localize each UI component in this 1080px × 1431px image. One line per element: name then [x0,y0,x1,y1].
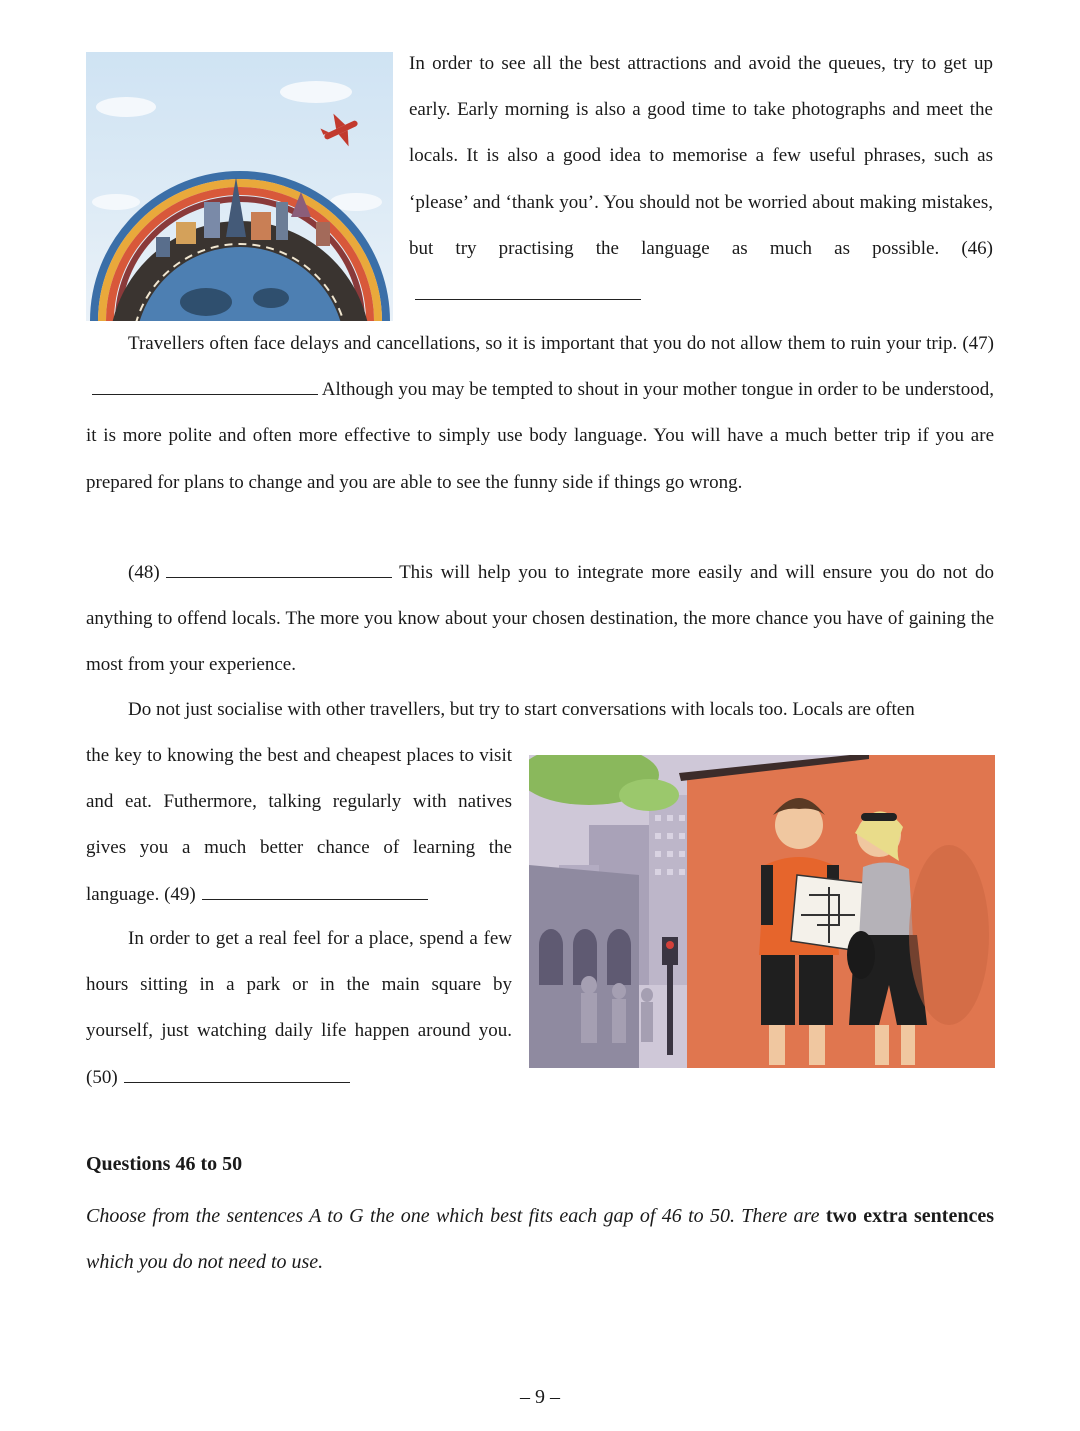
globe-landmarks-illustration [86,52,393,321]
gap-48-blank[interactable] [166,555,392,578]
paragraph-4-continued [86,733,512,918]
gap-50-blank[interactable] [124,1060,350,1083]
paragraph-3-text: This will help you to integrate more easily and will ensure you do not do anything to offend locals. The more you know about your chosen destination, the more chance you have of gaining the most from your experience. [86,562,994,676]
gap-49-blank[interactable] [202,877,428,900]
page-number: – 9 – [520,1386,560,1408]
questions-heading: Questions 46 to 50 [86,1153,243,1175]
gap-49-label: (49) [164,883,196,905]
paragraph-1 [409,41,993,318]
paragraph-1-text: In order to see all the best attractions and avoid the queues, try to get up early. Early morning is also a good time to take photographs and meet the locals. It is also a good idea to memorise a few useful phrases, such as ‘please’ and ‘thank you’. You should not be worried about making mistakes, but try practising the language as much as possible. [409,53,993,259]
paragraph-4-text: the key to knowing the best and cheapest places to visit and eat. Futhermore, talking regularly with natives gives you a much better chance of learning the language. [86,745,512,905]
paragraph-5 [86,916,512,1101]
gap-50-label: (50) [86,1066,118,1088]
instruction-text-1: Choose from the sentences A to G the one which best fits each gap of 46 to 50. There are [86,1205,820,1227]
gap-46-label: (46) [961,237,994,259]
questions-instruction [86,1193,994,1285]
gap-46-blank[interactable] [415,277,641,300]
paragraph-2 [86,321,994,506]
paragraph-2-text-before: Travellers often face delays and cancellations, so it is important that you do not allow them to ruin your trip. [128,333,958,354]
paragraph-3 [86,550,994,689]
paragraph-5-text: In order to get a real feel for a place, spend a few hours sitting in a park or in the main square by yourself, just watching daily life happen around you. [86,928,512,1042]
gap-47-label: (47) [962,333,995,354]
instruction-bold-text: two extra sentences [825,1205,995,1227]
travellers-map-illustration [529,755,995,1068]
paragraph-2-text-after: Although you may be tempted to shout in your mother tongue in order to be understood, it is more polite and often more effective to simply use body language. You will have a much better trip if you are prepared for plans to change and you are able to see the funny side if things go wrong. [86,379,995,493]
gap-48-label: (48) [128,562,160,583]
paragraph-4-first-line-text: Do not just socialise with other travellers, but try to start conversations with locals too. Locals are often [128,699,915,720]
instruction-text-2: which you do not need to use. [86,1251,324,1273]
gap-47-blank[interactable] [92,372,318,395]
paragraph-4-first-line [86,687,994,733]
